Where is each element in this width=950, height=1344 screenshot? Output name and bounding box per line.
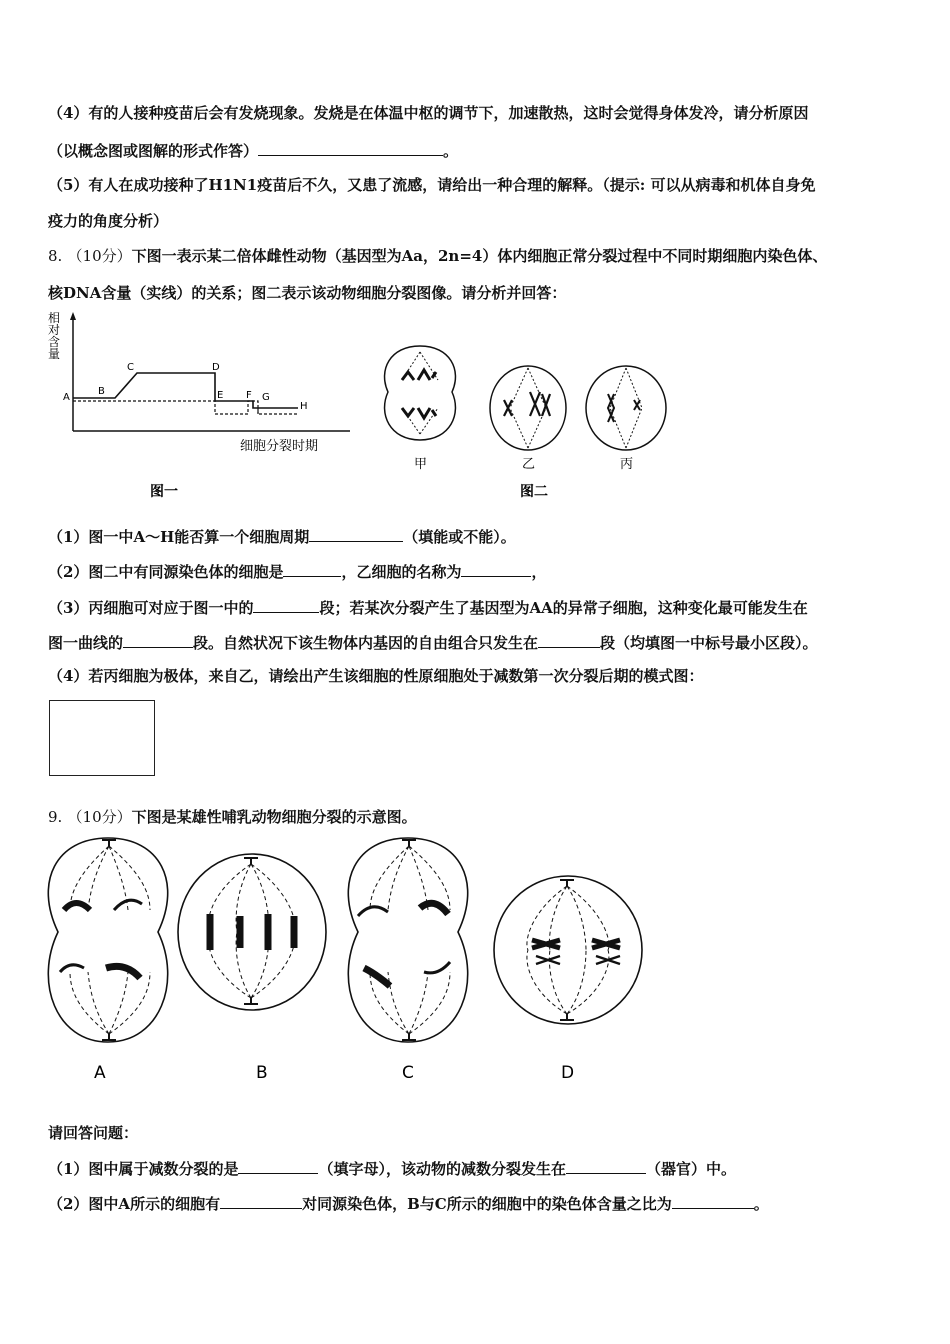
q8-sub2: （2）图二中有同源染色体的细胞是 ，乙细胞的名称为 ， [48,560,546,582]
point-d: D [212,362,220,373]
q4-answer-blank[interactable] [258,139,443,156]
q8-sub3-blank-1[interactable] [253,596,319,613]
point-h: H [300,401,308,412]
q8-sub2-blank-2[interactable] [461,560,531,577]
q8-stem-line-2: 核DNA含量（实线）的关系；图二表示该动物细胞分裂图像。请分析并回答： [48,284,567,302]
point-a: A [63,392,70,403]
figure1-graph [40,308,370,503]
point-c: C [127,362,134,373]
point-e: E [217,390,224,401]
q8-sub1-blank[interactable] [309,525,403,542]
q9-sub1-blank-2[interactable] [566,1157,646,1174]
q9-sub2: （2）图中A所示的细胞有 对同源染色体，B与C所示的细胞中的染色体含量之比为 。 [48,1192,769,1214]
cell-c [348,838,467,1042]
y-label-3: 含 [48,335,61,349]
y-label-2: 对 [48,323,61,337]
cell-d [494,876,642,1024]
cell-jia [385,346,456,440]
figure2-caption: 图二 [520,484,548,500]
q8-sub3-line-2: 图一曲线的 段。自然状况下该生物体内基因的自由组合只发生在 段（均填图一中标号最小区段）。 [48,631,818,653]
cell-yi-label: 乙 [522,457,536,472]
y-label-4: 量 [48,347,61,361]
figure-q9-cells [40,832,660,1082]
q9-sub1-blank-1[interactable] [238,1157,318,1174]
cell-yi [490,366,566,450]
q8-sub1: （1）图一中A～H能否算一个细胞周期 （填能或不能）。 [48,525,516,547]
cell-b-label: B [256,1063,268,1082]
cell-bing [586,366,666,450]
x-axis-label: 细胞分裂时期 [240,439,319,454]
cell-b [178,854,326,1010]
cell-a-label: A [94,1063,106,1082]
q9-sub2-blank-2[interactable] [672,1192,754,1209]
q8-sub3-blank-2[interactable] [123,631,193,648]
q5-line-1: （5）有人在成功接种了H1N1疫苗后不久，又患了流感，请给出一种合理的解释。（提示: 可以从病毒和机体自身免 [48,176,816,194]
cell-a [48,838,167,1042]
y-label-1: 相 [48,311,61,325]
q4-line-2: （以概念图或图解的形式作答） 。 [48,139,458,161]
q9-sub1: （1）图中属于减数分裂的是 （填字母），该动物的减数分裂发生在 （器官）中。 [48,1157,736,1179]
cell-bing-label: 丙 [620,457,634,472]
q8-drawing-box[interactable] [49,700,155,776]
q9-prompt: 请回答问题： [48,1124,139,1142]
q5-line-2: 疫力的角度分析） [48,212,169,230]
q9-sub2-blank-1[interactable] [220,1192,302,1209]
q9-stem: 9. （10分）下图是某雄性哺乳动物细胞分裂的示意图。 [48,808,417,826]
figure2-cells [380,340,710,505]
q8-sub2-blank-1[interactable] [283,560,341,577]
q4-line-1: （4）有的人接种疫苗后会有发烧现象。发烧是在体温中枢的调节下，加速散热，这时会觉得身体发冷，请分析原因 [48,104,809,122]
point-b: B [98,386,105,397]
q8-sub3-line-1: （3）丙细胞可对应于图一中的 段；若某次分裂产生了基因型为AA的异常子细胞，这种变化最可能发生在 [48,596,808,618]
y-axis-arrow-icon [70,312,76,320]
cell-d-label: D [561,1063,575,1082]
figure1-caption: 图一 [150,484,178,500]
cell-c-label: C [402,1063,414,1082]
point-f: F [246,390,252,401]
q8-sub4: （4）若丙细胞为极体，来自乙，请绘出产生该细胞的性原细胞处于减数第一次分裂后期的模式图： [48,667,704,685]
q8-stem-line-1: 8. （10分）下图一表示某二倍体雌性动物（基因型为Aa，2n=4）体内细胞正常分裂过程中不同时期细胞内染色体、 [48,247,828,265]
cell-jia-label: 甲 [414,457,428,472]
point-g: G [262,392,270,403]
q8-sub3-blank-3[interactable] [538,631,600,648]
